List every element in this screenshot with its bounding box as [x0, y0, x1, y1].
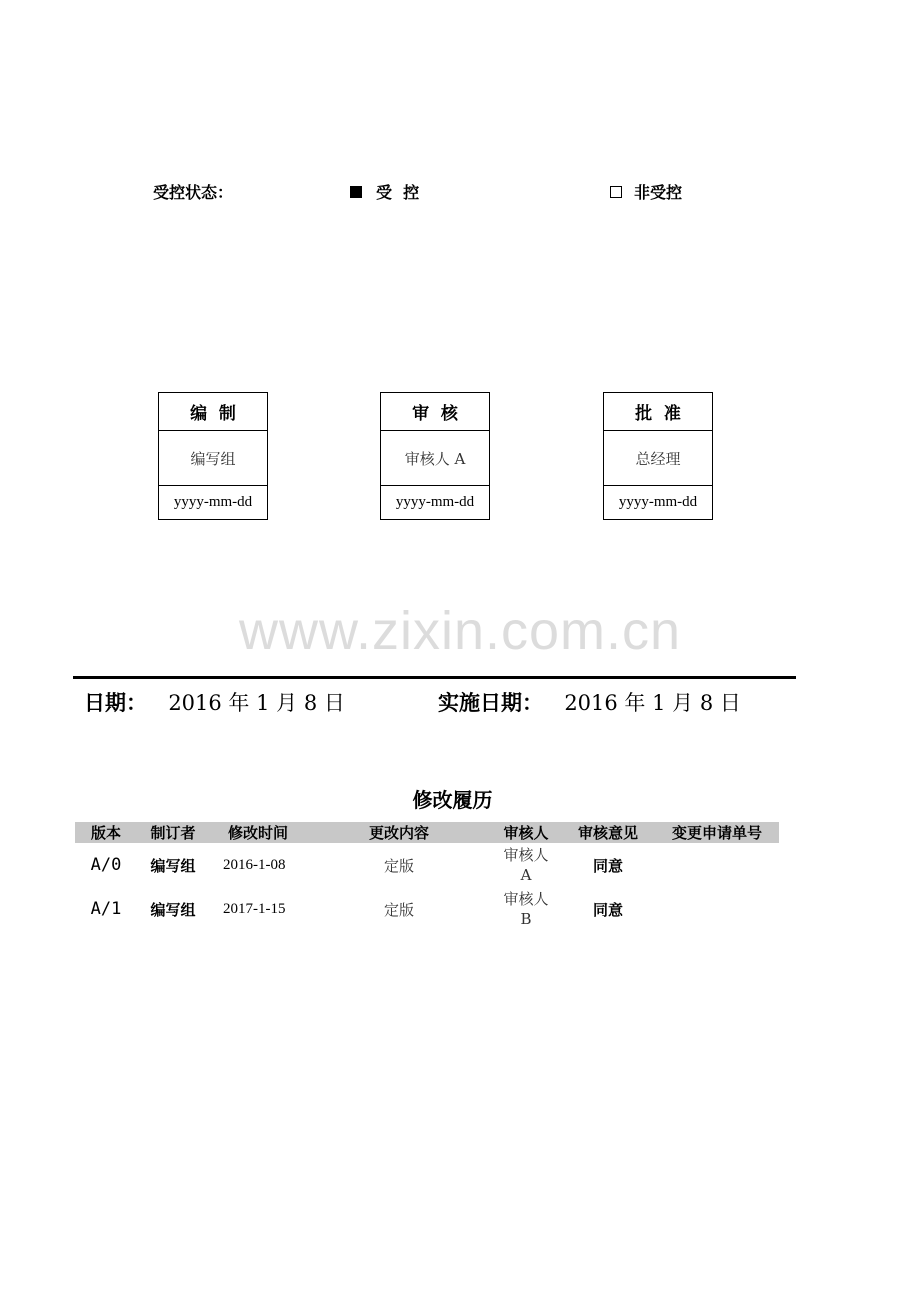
version-cell: A/1 — [90, 899, 122, 919]
effective-date — [438, 687, 741, 717]
reviewer-cell — [491, 843, 561, 887]
opinion-cell: 同意 — [592, 856, 623, 875]
issue-date-label: 日期： — [84, 690, 147, 715]
signature-person: 编写组 — [159, 431, 267, 486]
column-header: 审核人 — [491, 822, 561, 843]
signature-person: 总经理 — [604, 431, 712, 486]
date-cell: 2016-1-08 — [223, 856, 286, 873]
uncontrolled-option[interactable] — [610, 180, 682, 203]
author-cell: 编写组 — [150, 900, 196, 919]
content-cell: 定版 — [383, 900, 414, 919]
issue-date — [84, 687, 345, 717]
signature-box-review — [380, 392, 490, 520]
signature-role: 审 核 — [381, 393, 489, 431]
column-header: 修改时间 — [209, 822, 307, 843]
column-header: 版本 — [75, 822, 137, 843]
version-cell: A/0 — [90, 855, 122, 875]
signature-person: 审核人 A — [381, 431, 489, 486]
watermark: www.zixin.com.cn — [238, 601, 682, 661]
controlled-label: 受 控 — [376, 183, 420, 202]
column-header: 变更申请单号 — [655, 822, 779, 843]
revision-table — [75, 822, 779, 931]
reviewer-line: 审核人 — [503, 890, 549, 908]
reviewer-cell — [491, 887, 561, 931]
signature-date: yyyy-mm-dd — [173, 494, 253, 510]
reviewer-line: B — [520, 910, 532, 928]
effective-date-label: 实施日期： — [438, 690, 543, 715]
column-header: 更改内容 — [307, 822, 491, 843]
signature-box-compile — [158, 392, 268, 520]
signature-box-approve — [603, 392, 713, 520]
column-header: 审核意见 — [561, 822, 655, 843]
table-row — [75, 887, 779, 931]
signature-date: yyyy-mm-dd — [395, 494, 475, 510]
column-header: 制订者 — [137, 822, 209, 843]
unchecked-box-icon — [610, 186, 622, 198]
author-cell: 编写组 — [150, 856, 196, 875]
opinion-cell: 同意 — [592, 900, 623, 919]
history-title: 修改履历 — [412, 788, 493, 812]
request-no-cell — [655, 843, 779, 887]
date-cell: 2017-1-15 — [223, 900, 286, 917]
signature-role: 编 制 — [159, 393, 267, 431]
reviewer-line: 审核人 — [503, 846, 549, 864]
controlled-option[interactable] — [350, 180, 419, 203]
table-row — [75, 843, 779, 887]
control-status-label: 受控状态： — [153, 183, 234, 202]
checked-box-icon — [350, 186, 362, 198]
issue-date-value: 2016 年 1 月 8 日 — [168, 691, 345, 715]
request-no-cell — [655, 887, 779, 931]
effective-date-value: 2016 年 1 月 8 日 — [564, 691, 741, 715]
table-header-row — [75, 822, 779, 843]
content-cell: 定版 — [383, 856, 414, 875]
divider — [73, 676, 796, 679]
uncontrolled-label: 非受控 — [634, 183, 683, 202]
signature-role: 批 准 — [604, 393, 712, 431]
signature-date: yyyy-mm-dd — [618, 494, 698, 510]
reviewer-line: A — [520, 866, 532, 884]
